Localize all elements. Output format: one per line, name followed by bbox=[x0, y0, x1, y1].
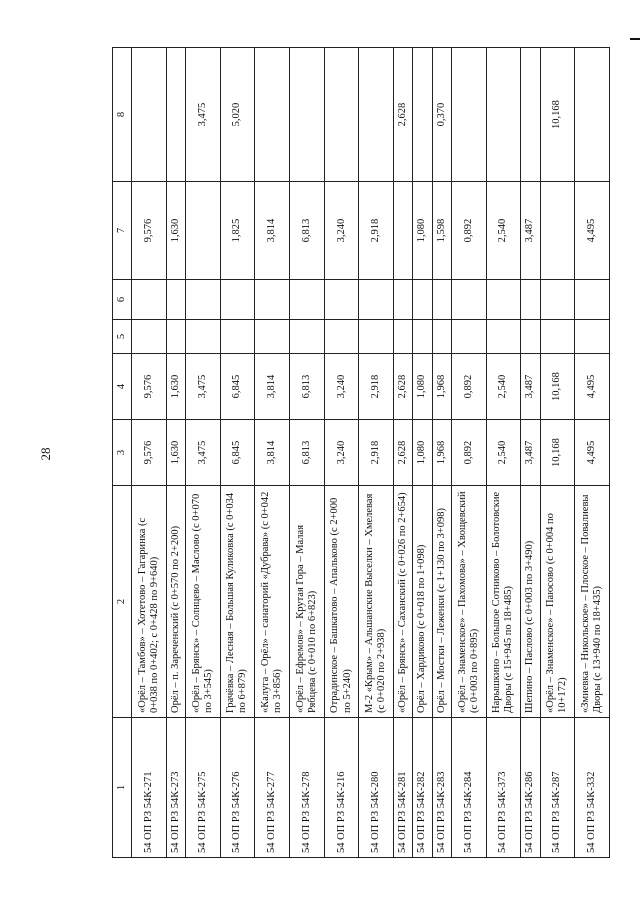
col8-value bbox=[521, 48, 540, 182]
col4-value: 1,080 bbox=[413, 354, 432, 420]
col5-value bbox=[324, 320, 359, 354]
col7-value: 6,813 bbox=[290, 182, 325, 280]
col3-value: 3,475 bbox=[185, 420, 220, 486]
road-code: 54 ОП РЗ 54К-282 bbox=[413, 718, 432, 858]
table-row bbox=[220, 48, 255, 858]
col8-value: 0,370 bbox=[432, 48, 451, 182]
col8-value bbox=[290, 48, 325, 182]
road-name: «Орёл – Тамбов» – Хотетово – Гагаринка (с 0+038 по 0+402; с 0+428 по 9+640) bbox=[132, 486, 167, 718]
col5-value bbox=[521, 320, 540, 354]
road-code: 54 ОП РЗ 54К-271 bbox=[132, 718, 167, 858]
col3-value: 4,495 bbox=[575, 420, 610, 486]
col-header-5: 5 bbox=[113, 320, 132, 354]
col6-value bbox=[290, 280, 325, 320]
col3-value: 6,845 bbox=[220, 420, 255, 486]
col5-value bbox=[394, 320, 413, 354]
col5-value bbox=[413, 320, 432, 354]
col7-value: 3,487 bbox=[521, 182, 540, 280]
col-header-4: 4 bbox=[113, 354, 132, 420]
col7-value: 9,576 bbox=[132, 182, 167, 280]
table-row bbox=[432, 48, 451, 858]
col6-value bbox=[451, 280, 486, 320]
col-header-8: 8 bbox=[113, 48, 132, 182]
road-name: Шепино – Паслово (с 0+003 по 3+490) bbox=[521, 486, 540, 718]
col4-value: 3,487 bbox=[521, 354, 540, 420]
col8-value: 2,628 bbox=[394, 48, 413, 182]
road-name: «Орёл – Брянск» – Саханский (с 0+026 по 2+654) bbox=[394, 486, 413, 718]
road-code: 54 ОП РЗ 54К-283 bbox=[432, 718, 451, 858]
col5-value bbox=[486, 320, 521, 354]
col6-value bbox=[324, 280, 359, 320]
col4-value: 2,540 bbox=[486, 354, 521, 420]
col5-value bbox=[451, 320, 486, 354]
road-code: 54 ОП РЗ 54К-276 bbox=[220, 718, 255, 858]
road-code: 54 ОП РЗ 54К-216 bbox=[324, 718, 359, 858]
col7-value: 2,540 bbox=[486, 182, 521, 280]
col3-value: 3,240 bbox=[324, 420, 359, 486]
col4-value: 3,240 bbox=[324, 354, 359, 420]
col6-value bbox=[540, 280, 575, 320]
col5-value bbox=[220, 320, 255, 354]
col6-value bbox=[255, 280, 290, 320]
col8-value: 3,475 bbox=[185, 48, 220, 182]
col3-value: 6,813 bbox=[290, 420, 325, 486]
table-row bbox=[394, 48, 413, 858]
road-name: «Орёл – Знаменское» – Паюсово (с 0+004 по 10+172) bbox=[540, 486, 575, 718]
col-header-1: 1 bbox=[113, 718, 132, 858]
col4-value: 3,475 bbox=[185, 354, 220, 420]
col3-value: 3,487 bbox=[521, 420, 540, 486]
col6-value bbox=[413, 280, 432, 320]
col7-value: 2,918 bbox=[359, 182, 394, 280]
road-code: 54 ОП РЗ 54К-281 bbox=[394, 718, 413, 858]
edge-mark bbox=[630, 38, 640, 40]
col6-value bbox=[432, 280, 451, 320]
col3-value: 3,814 bbox=[255, 420, 290, 486]
road-code: 54 ОП РЗ 54К-286 bbox=[521, 718, 540, 858]
table-row bbox=[575, 48, 610, 858]
table-row bbox=[540, 48, 575, 858]
col3-value: 2,628 bbox=[394, 420, 413, 486]
road-name: Орёл – Мостки – Леженки (с 1+130 по 3+098) bbox=[432, 486, 451, 718]
road-code: 54 ОП РЗ 54К-278 bbox=[290, 718, 325, 858]
col5-value bbox=[185, 320, 220, 354]
table-body bbox=[132, 48, 610, 858]
col5-value bbox=[432, 320, 451, 354]
page-number: 28 bbox=[38, 447, 53, 461]
col7-value: 4,495 bbox=[575, 182, 610, 280]
col7-value: 3,240 bbox=[324, 182, 359, 280]
table-row bbox=[359, 48, 394, 858]
col5-value bbox=[132, 320, 167, 354]
col7-value: 1,630 bbox=[166, 182, 185, 280]
col4-value: 0,892 bbox=[451, 354, 486, 420]
table-row bbox=[185, 48, 220, 858]
road-name: «Орёл – Брянск» – Солнцево – Маслово (с 0+070 по 3+545) bbox=[185, 486, 220, 718]
road-name: Нарышкино – Большое Сотниково – Болотовские Дворы (с 15+945 по 18+485) bbox=[486, 486, 521, 718]
road-name: «Орёл – Ефремов» – Крутая Гора – Малая Рябцева (с 0+010 по 6+823) bbox=[290, 486, 325, 718]
table-row bbox=[132, 48, 167, 858]
col7-value: 1,598 bbox=[432, 182, 451, 280]
col8-value bbox=[166, 48, 185, 182]
road-name: «Орёл – Знаменское» – Пахомова» – Хвощевский (с 0+003 по 0+895) bbox=[451, 486, 486, 718]
col7-value bbox=[394, 182, 413, 280]
table-row bbox=[486, 48, 521, 858]
road-code: 54 ОП РЗ 54К-280 bbox=[359, 718, 394, 858]
col7-value: 0,892 bbox=[451, 182, 486, 280]
col5-value bbox=[166, 320, 185, 354]
col4-value: 2,628 bbox=[394, 354, 413, 420]
col4-value: 1,630 bbox=[166, 354, 185, 420]
col3-value: 1,968 bbox=[432, 420, 451, 486]
col8-value bbox=[486, 48, 521, 182]
col4-value: 6,813 bbox=[290, 354, 325, 420]
col4-value: 2,918 bbox=[359, 354, 394, 420]
col6-value bbox=[575, 280, 610, 320]
col6-value bbox=[166, 280, 185, 320]
road-code: 54 ОП РЗ 54К-273 bbox=[166, 718, 185, 858]
col7-value: 3,814 bbox=[255, 182, 290, 280]
table-row bbox=[290, 48, 325, 858]
col3-value: 9,576 bbox=[132, 420, 167, 486]
table-row bbox=[413, 48, 432, 858]
col8-value bbox=[413, 48, 432, 182]
col3-value: 0,892 bbox=[451, 420, 486, 486]
col-header-3: 3 bbox=[113, 420, 132, 486]
col6-value bbox=[394, 280, 413, 320]
table-row bbox=[166, 48, 185, 858]
col4-value: 3,814 bbox=[255, 354, 290, 420]
col8-value bbox=[359, 48, 394, 182]
col5-value bbox=[359, 320, 394, 354]
table-row bbox=[324, 48, 359, 858]
col8-value bbox=[451, 48, 486, 182]
table-row bbox=[451, 48, 486, 858]
col6-value bbox=[132, 280, 167, 320]
road-name: М-2 «Крым» – Альшанские Выселки – Хмелевая (с 0+020 по 2+938) bbox=[359, 486, 394, 718]
col5-value bbox=[575, 320, 610, 354]
road-name: Орёл – Хардиково (с 0+018 по 1+098) bbox=[413, 486, 432, 718]
col4-value: 9,576 bbox=[132, 354, 167, 420]
col-header-6: 6 bbox=[113, 280, 132, 320]
col3-value: 2,540 bbox=[486, 420, 521, 486]
col8-value bbox=[132, 48, 167, 182]
col-header-7: 7 bbox=[113, 182, 132, 280]
road-name: «Змиевка – Никольское» – Плоское – Повалиевы Дворы (с 13+940 по 18+435) bbox=[575, 486, 610, 718]
road-code: 54 ОП РЗ 54К-332 bbox=[575, 718, 610, 858]
col8-value bbox=[255, 48, 290, 182]
road-code: 54 ОП РЗ 54К-287 bbox=[540, 718, 575, 858]
col6-value bbox=[359, 280, 394, 320]
rotated-table-container bbox=[112, 48, 610, 858]
road-code: 54 ОП РЗ 54К-277 bbox=[255, 718, 290, 858]
col7-value bbox=[540, 182, 575, 280]
col5-value bbox=[540, 320, 575, 354]
col6-value bbox=[486, 280, 521, 320]
col-header-2: 2 bbox=[113, 486, 132, 718]
col4-value: 6,845 bbox=[220, 354, 255, 420]
col5-value bbox=[290, 320, 325, 354]
header-row bbox=[113, 48, 132, 858]
col5-value bbox=[255, 320, 290, 354]
col8-value: 5,020 bbox=[220, 48, 255, 182]
col3-value: 10,168 bbox=[540, 420, 575, 486]
road-name: Грачёвка – Лесная – Большая Куликовка (с 0+034 по 6+879) bbox=[220, 486, 255, 718]
road-table bbox=[112, 47, 610, 858]
col3-value: 1,080 bbox=[413, 420, 432, 486]
col7-value bbox=[185, 182, 220, 280]
col7-value: 1,825 bbox=[220, 182, 255, 280]
col4-value: 1,968 bbox=[432, 354, 451, 420]
col6-value bbox=[220, 280, 255, 320]
col8-value: 10,168 bbox=[540, 48, 575, 182]
road-name: «Калуга – Орёл» – санаторий «Дубрава» (с 0+042 по 3+856) bbox=[255, 486, 290, 718]
col3-value: 1,630 bbox=[166, 420, 185, 486]
road-code: 54 ОП РЗ 54К-284 bbox=[451, 718, 486, 858]
road-name: Отрадинское – Башкатово – Апальково (с 2+000 по 5+240) bbox=[324, 486, 359, 718]
col6-value bbox=[185, 280, 220, 320]
col8-value bbox=[575, 48, 610, 182]
col3-value: 2,918 bbox=[359, 420, 394, 486]
col6-value bbox=[521, 280, 540, 320]
col4-value: 4,495 bbox=[575, 354, 610, 420]
road-code: 54 ОП РЗ 54К-373 bbox=[486, 718, 521, 858]
table-row bbox=[521, 48, 540, 858]
table-row bbox=[255, 48, 290, 858]
col7-value: 1,080 bbox=[413, 182, 432, 280]
road-code: 54 ОП РЗ 54К-275 bbox=[185, 718, 220, 858]
road-name: Орёл – п. Зареченский (с 0+570 по 2+200) bbox=[166, 486, 185, 718]
col8-value bbox=[324, 48, 359, 182]
col4-value: 10,168 bbox=[540, 354, 575, 420]
